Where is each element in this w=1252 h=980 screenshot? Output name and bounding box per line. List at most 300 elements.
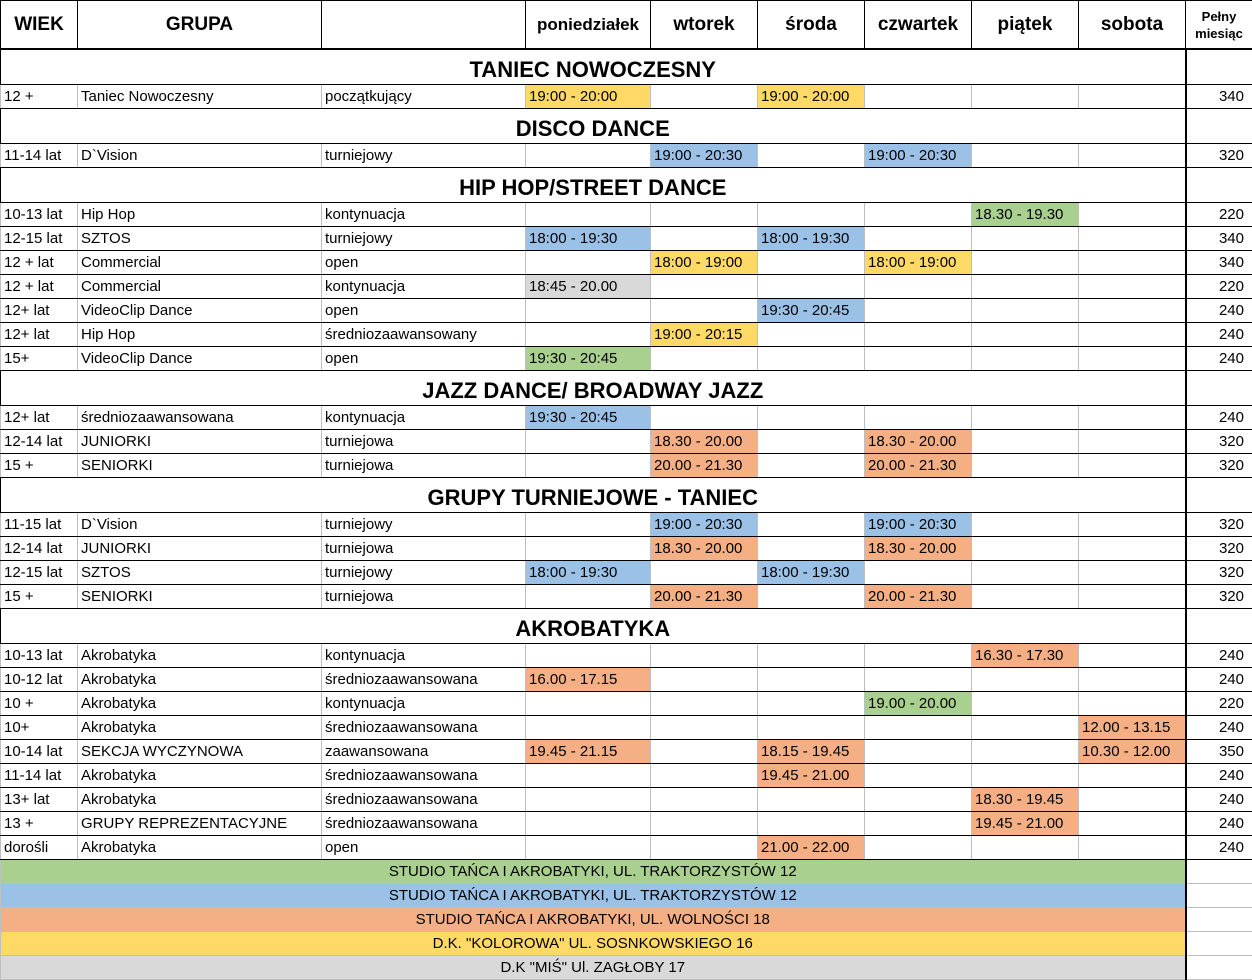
group-cell: Hip Hop — [78, 323, 322, 347]
group-cell: VideoClip Dance — [78, 347, 322, 371]
group-cell: SZTOS — [78, 227, 322, 251]
group-cell: GRUPY REPREZENTACYJNE — [78, 812, 322, 836]
time-slot-saturday — [1079, 585, 1186, 609]
time-slot-monday — [526, 454, 651, 478]
level-cell: turniejowa — [322, 537, 526, 561]
time-slot-thursday — [865, 323, 972, 347]
group-cell: Akrobatyka — [78, 764, 322, 788]
time-slot-thursday: 19:00 - 20:30 — [865, 513, 972, 537]
time-slot-tuesday — [651, 740, 758, 764]
time-slot-monday — [526, 836, 651, 860]
time-slot-saturday — [1079, 788, 1186, 812]
price-cell: 320 — [1186, 513, 1252, 537]
time-slot-saturday — [1079, 430, 1186, 454]
time-slot-thursday — [865, 203, 972, 227]
age-cell: 11-14 lat — [1, 144, 78, 168]
legend-location: STUDIO TAŃCA I AKROBATYKI, UL. TRAKTORZYSTÓW 12 — [1, 860, 1186, 884]
group-cell: Akrobatyka — [78, 836, 322, 860]
time-slot-monday: 19.45 - 21.15 — [526, 740, 651, 764]
time-slot-monday — [526, 692, 651, 716]
time-slot-friday: 18.30 - 19.45 — [972, 788, 1079, 812]
price-cell: 220 — [1186, 692, 1252, 716]
legend-location: D.K. "KOLOROWA" UL. SOSNKOWSKIEGO 16 — [1, 932, 1186, 956]
legend-empty-cell — [1186, 884, 1252, 908]
time-slot-friday — [972, 227, 1079, 251]
level-cell: kontynuacja — [322, 203, 526, 227]
section-price-cell — [1186, 109, 1252, 144]
time-slot-friday — [972, 692, 1079, 716]
time-slot-saturday — [1079, 203, 1186, 227]
group-cell: Commercial — [78, 275, 322, 299]
time-slot-tuesday: 18:00 - 19:00 — [651, 251, 758, 275]
time-slot-friday — [972, 323, 1079, 347]
level-cell: średniozaawansowana — [322, 668, 526, 692]
group-cell: SEKCJA WYCZYNOWA — [78, 740, 322, 764]
level-cell: turniejowy — [322, 561, 526, 585]
time-slot-tuesday — [651, 561, 758, 585]
price-cell: 340 — [1186, 227, 1252, 251]
time-slot-monday — [526, 585, 651, 609]
group-cell: Taniec Nowoczesny — [78, 85, 322, 109]
time-slot-saturday — [1079, 299, 1186, 323]
time-slot-saturday — [1079, 251, 1186, 275]
header-day-monday: poniedziałek — [526, 1, 651, 50]
time-slot-tuesday — [651, 275, 758, 299]
time-slot-friday — [972, 740, 1079, 764]
time-slot-thursday — [865, 812, 972, 836]
section-price-cell — [1186, 49, 1252, 85]
table-row — [1, 85, 1252, 109]
age-cell: 10+ — [1, 716, 78, 740]
section-header — [1, 609, 1252, 644]
level-cell: open — [322, 836, 526, 860]
section-title: JAZZ DANCE/ BROADWAY JAZZ — [1, 371, 1186, 406]
group-cell: SENIORKI — [78, 585, 322, 609]
legend-empty-cell — [1186, 956, 1252, 980]
time-slot-thursday — [865, 668, 972, 692]
time-slot-monday: 19:30 - 20:45 — [526, 406, 651, 430]
age-cell: 12-14 lat — [1, 537, 78, 561]
time-slot-thursday: 18:00 - 19:00 — [865, 251, 972, 275]
price-cell: 240 — [1186, 716, 1252, 740]
header-day-friday: piątek — [972, 1, 1079, 50]
time-slot-thursday: 20.00 - 21.30 — [865, 454, 972, 478]
table-row — [1, 513, 1252, 537]
table-row — [1, 561, 1252, 585]
level-cell: turniejowa — [322, 454, 526, 478]
section-title: GRUPY TURNIEJOWE - TANIEC — [1, 478, 1186, 513]
section-price-cell — [1186, 478, 1252, 513]
age-cell: 10-12 lat — [1, 668, 78, 692]
header-wiek: WIEK — [1, 1, 78, 50]
section-header — [1, 168, 1252, 203]
time-slot-wednesday — [758, 406, 865, 430]
table-row — [1, 251, 1252, 275]
table-row — [1, 203, 1252, 227]
table-row — [1, 299, 1252, 323]
table-row — [1, 323, 1252, 347]
time-slot-tuesday — [651, 764, 758, 788]
legend-empty-cell — [1186, 932, 1252, 956]
time-slot-monday: 16.00 - 17.15 — [526, 668, 651, 692]
table-row — [1, 764, 1252, 788]
time-slot-wednesday — [758, 668, 865, 692]
time-slot-tuesday — [651, 812, 758, 836]
time-slot-tuesday: 19:00 - 20:30 — [651, 144, 758, 168]
level-cell: zaawansowana — [322, 740, 526, 764]
time-slot-tuesday — [651, 299, 758, 323]
price-cell: 240 — [1186, 788, 1252, 812]
time-slot-saturday — [1079, 692, 1186, 716]
age-cell: 15+ — [1, 347, 78, 371]
time-slot-saturday — [1079, 812, 1186, 836]
time-slot-saturday — [1079, 454, 1186, 478]
time-slot-thursday: 19:00 - 20:30 — [865, 144, 972, 168]
time-slot-thursday — [865, 347, 972, 371]
time-slot-tuesday: 18.30 - 20.00 — [651, 537, 758, 561]
time-slot-friday — [972, 299, 1079, 323]
age-cell: dorośli — [1, 836, 78, 860]
header-row — [1, 1, 1252, 50]
section-price-cell — [1186, 609, 1252, 644]
level-cell: open — [322, 251, 526, 275]
time-slot-thursday — [865, 275, 972, 299]
time-slot-friday — [972, 406, 1079, 430]
time-slot-wednesday — [758, 812, 865, 836]
table-row — [1, 668, 1252, 692]
time-slot-tuesday: 19:00 - 20:30 — [651, 513, 758, 537]
legend-empty-cell — [1186, 860, 1252, 884]
level-cell: średniozaawansowana — [322, 764, 526, 788]
time-slot-wednesday — [758, 513, 865, 537]
time-slot-friday — [972, 347, 1079, 371]
age-cell: 13 + — [1, 812, 78, 836]
time-slot-thursday — [865, 561, 972, 585]
section-title: DISCO DANCE — [1, 109, 1186, 144]
time-slot-friday — [972, 764, 1079, 788]
time-slot-friday — [972, 836, 1079, 860]
time-slot-friday — [972, 430, 1079, 454]
table-row — [1, 454, 1252, 478]
legend-location: STUDIO TAŃCA I AKROBATYKI, UL. WOLNOŚCI 18 — [1, 908, 1186, 932]
group-cell: VideoClip Dance — [78, 299, 322, 323]
time-slot-thursday — [865, 740, 972, 764]
time-slot-saturday — [1079, 644, 1186, 668]
time-slot-monday: 18:00 - 19:30 — [526, 227, 651, 251]
price-cell: 220 — [1186, 275, 1252, 299]
time-slot-friday: 18.30 - 19.30 — [972, 203, 1079, 227]
group-cell: Commercial — [78, 251, 322, 275]
group-cell: SZTOS — [78, 561, 322, 585]
time-slot-wednesday — [758, 430, 865, 454]
time-slot-saturday — [1079, 406, 1186, 430]
time-slot-tuesday — [651, 788, 758, 812]
section-header — [1, 371, 1252, 406]
time-slot-monday — [526, 144, 651, 168]
time-slot-friday — [972, 585, 1079, 609]
time-slot-monday: 18:00 - 19:30 — [526, 561, 651, 585]
level-cell: kontynuacja — [322, 406, 526, 430]
age-cell: 10-13 lat — [1, 644, 78, 668]
price-cell: 320 — [1186, 144, 1252, 168]
age-cell: 10 + — [1, 692, 78, 716]
time-slot-saturday — [1079, 764, 1186, 788]
level-cell: kontynuacja — [322, 644, 526, 668]
time-slot-monday: 18:45 - 20.00 — [526, 275, 651, 299]
table-row — [1, 644, 1252, 668]
time-slot-friday — [972, 537, 1079, 561]
header-level — [322, 1, 526, 50]
level-cell: turniejowy — [322, 227, 526, 251]
group-cell: Akrobatyka — [78, 788, 322, 812]
time-slot-wednesday — [758, 788, 865, 812]
level-cell: początkujący — [322, 85, 526, 109]
price-cell: 320 — [1186, 454, 1252, 478]
table-row — [1, 347, 1252, 371]
group-cell: Akrobatyka — [78, 668, 322, 692]
time-slot-thursday — [865, 85, 972, 109]
time-slot-tuesday: 20.00 - 21.30 — [651, 454, 758, 478]
section-header — [1, 478, 1252, 513]
legend-row — [1, 956, 1252, 980]
table-row — [1, 144, 1252, 168]
time-slot-thursday — [865, 227, 972, 251]
age-cell: 12+ lat — [1, 299, 78, 323]
level-cell: średniozaawansowana — [322, 812, 526, 836]
age-cell: 12 + — [1, 85, 78, 109]
time-slot-friday: 16.30 - 17.30 — [972, 644, 1079, 668]
time-slot-thursday — [865, 836, 972, 860]
price-cell: 240 — [1186, 836, 1252, 860]
time-slot-saturday — [1079, 561, 1186, 585]
time-slot-wednesday: 18.15 - 19.45 — [758, 740, 865, 764]
time-slot-wednesday — [758, 585, 865, 609]
time-slot-wednesday — [758, 347, 865, 371]
section-title: AKROBATYKA — [1, 609, 1186, 644]
time-slot-monday — [526, 323, 651, 347]
time-slot-friday — [972, 716, 1079, 740]
age-cell: 10-14 lat — [1, 740, 78, 764]
price-cell: 240 — [1186, 299, 1252, 323]
time-slot-friday — [972, 513, 1079, 537]
group-cell: Akrobatyka — [78, 692, 322, 716]
time-slot-friday — [972, 561, 1079, 585]
age-cell: 11-14 lat — [1, 764, 78, 788]
time-slot-tuesday — [651, 692, 758, 716]
time-slot-tuesday — [651, 716, 758, 740]
time-slot-monday — [526, 430, 651, 454]
time-slot-saturday — [1079, 513, 1186, 537]
table-row — [1, 692, 1252, 716]
section-title: HIP HOP/STREET DANCE — [1, 168, 1186, 203]
header-grupa: GRUPA — [78, 1, 322, 50]
table-row — [1, 585, 1252, 609]
time-slot-wednesday — [758, 454, 865, 478]
time-slot-tuesday — [651, 644, 758, 668]
table-row — [1, 275, 1252, 299]
group-cell: Hip Hop — [78, 203, 322, 227]
age-cell: 11-15 lat — [1, 513, 78, 537]
time-slot-saturday — [1079, 144, 1186, 168]
time-slot-monday — [526, 812, 651, 836]
time-slot-thursday — [865, 406, 972, 430]
time-slot-monday — [526, 513, 651, 537]
time-slot-friday: 19.45 - 21.00 — [972, 812, 1079, 836]
level-cell: open — [322, 347, 526, 371]
time-slot-tuesday — [651, 347, 758, 371]
price-cell: 240 — [1186, 812, 1252, 836]
legend-row — [1, 932, 1252, 956]
time-slot-wednesday — [758, 644, 865, 668]
table-row — [1, 537, 1252, 561]
time-slot-wednesday — [758, 323, 865, 347]
level-cell: turniejowy — [322, 144, 526, 168]
price-cell: 240 — [1186, 323, 1252, 347]
price-cell: 320 — [1186, 561, 1252, 585]
table-row — [1, 406, 1252, 430]
time-slot-thursday — [865, 788, 972, 812]
group-cell: średniozaawansowana — [78, 406, 322, 430]
price-cell: 320 — [1186, 430, 1252, 454]
level-cell: turniejowy — [322, 513, 526, 537]
time-slot-monday — [526, 644, 651, 668]
section-header — [1, 49, 1252, 85]
price-cell: 240 — [1186, 406, 1252, 430]
level-cell: kontynuacja — [322, 692, 526, 716]
time-slot-friday — [972, 85, 1079, 109]
time-slot-wednesday: 18:00 - 19:30 — [758, 561, 865, 585]
time-slot-saturday — [1079, 323, 1186, 347]
age-cell: 10-13 lat — [1, 203, 78, 227]
time-slot-friday — [972, 251, 1079, 275]
header-full-month-line2: miesiąc — [1195, 26, 1243, 41]
legend-empty-cell — [1186, 908, 1252, 932]
time-slot-wednesday — [758, 716, 865, 740]
time-slot-tuesday — [651, 85, 758, 109]
time-slot-thursday — [865, 716, 972, 740]
time-slot-tuesday — [651, 836, 758, 860]
price-cell: 350 — [1186, 740, 1252, 764]
header-day-wednesday: środa — [758, 1, 865, 50]
age-cell: 15 + — [1, 585, 78, 609]
time-slot-thursday — [865, 644, 972, 668]
table-row — [1, 836, 1252, 860]
time-slot-wednesday — [758, 692, 865, 716]
group-cell: Akrobatyka — [78, 716, 322, 740]
time-slot-wednesday — [758, 251, 865, 275]
legend-location: STUDIO TAŃCA I AKROBATYKI, UL. TRAKTORZYSTÓW 12 — [1, 884, 1186, 908]
time-slot-monday — [526, 299, 651, 323]
age-cell: 15 + — [1, 454, 78, 478]
age-cell: 12-15 lat — [1, 561, 78, 585]
time-slot-wednesday: 18:00 - 19:30 — [758, 227, 865, 251]
time-slot-wednesday: 19:00 - 20:00 — [758, 85, 865, 109]
price-cell: 320 — [1186, 537, 1252, 561]
time-slot-monday — [526, 716, 651, 740]
level-cell: turniejowa — [322, 585, 526, 609]
time-slot-saturday — [1079, 85, 1186, 109]
time-slot-wednesday — [758, 275, 865, 299]
group-cell: JUNIORKI — [78, 537, 322, 561]
age-cell: 12 + lat — [1, 251, 78, 275]
time-slot-wednesday: 19:30 - 20:45 — [758, 299, 865, 323]
age-cell: 12-15 lat — [1, 227, 78, 251]
legend-row — [1, 908, 1252, 932]
group-cell: D`Vision — [78, 513, 322, 537]
price-cell: 220 — [1186, 203, 1252, 227]
header-day-tuesday: wtorek — [651, 1, 758, 50]
level-cell: turniejowa — [322, 430, 526, 454]
age-cell: 12-14 lat — [1, 430, 78, 454]
time-slot-wednesday — [758, 203, 865, 227]
age-cell: 13+ lat — [1, 788, 78, 812]
time-slot-saturday — [1079, 668, 1186, 692]
time-slot-wednesday: 19.45 - 21.00 — [758, 764, 865, 788]
time-slot-friday — [972, 275, 1079, 299]
table-row — [1, 430, 1252, 454]
table-row — [1, 740, 1252, 764]
header-full-month — [1186, 1, 1252, 50]
group-cell: JUNIORKI — [78, 430, 322, 454]
legend-row — [1, 860, 1252, 884]
time-slot-saturday — [1079, 275, 1186, 299]
group-cell: D`Vision — [78, 144, 322, 168]
legend-row — [1, 884, 1252, 908]
time-slot-wednesday — [758, 537, 865, 561]
time-slot-thursday: 19.00 - 20.00 — [865, 692, 972, 716]
time-slot-tuesday — [651, 203, 758, 227]
time-slot-saturday — [1079, 347, 1186, 371]
time-slot-friday — [972, 668, 1079, 692]
time-slot-tuesday: 19:00 - 20:15 — [651, 323, 758, 347]
time-slot-wednesday: 21.00 - 22.00 — [758, 836, 865, 860]
time-slot-saturday: 12.00 - 13.15 — [1079, 716, 1186, 740]
level-cell: kontynuacja — [322, 275, 526, 299]
time-slot-friday — [972, 144, 1079, 168]
time-slot-saturday: 10.30 - 12.00 — [1079, 740, 1186, 764]
time-slot-thursday — [865, 764, 972, 788]
price-cell: 340 — [1186, 85, 1252, 109]
section-title: TANIEC NOWOCZESNY — [1, 49, 1186, 85]
price-cell: 320 — [1186, 585, 1252, 609]
section-price-cell — [1186, 371, 1252, 406]
time-slot-wednesday — [758, 144, 865, 168]
section-header — [1, 109, 1252, 144]
group-cell: Akrobatyka — [78, 644, 322, 668]
time-slot-saturday — [1079, 537, 1186, 561]
header-day-saturday: sobota — [1079, 1, 1186, 50]
time-slot-tuesday — [651, 668, 758, 692]
table-row — [1, 716, 1252, 740]
price-cell: 240 — [1186, 764, 1252, 788]
level-cell: średniozaawansowana — [322, 788, 526, 812]
level-cell: średniozaawansowany — [322, 323, 526, 347]
age-cell: 12 + lat — [1, 275, 78, 299]
section-price-cell — [1186, 168, 1252, 203]
level-cell: średniozaawansowana — [322, 716, 526, 740]
time-slot-monday: 19:00 - 20:00 — [526, 85, 651, 109]
table-row — [1, 227, 1252, 251]
time-slot-thursday — [865, 299, 972, 323]
level-cell: open — [322, 299, 526, 323]
age-cell: 12+ lat — [1, 406, 78, 430]
time-slot-monday — [526, 537, 651, 561]
time-slot-tuesday — [651, 406, 758, 430]
legend-location: D.K "MIŚ" Ul. ZAGŁOBY 17 — [1, 956, 1186, 980]
age-cell: 12+ lat — [1, 323, 78, 347]
header-full-month-line1: Pełny — [1202, 9, 1237, 24]
time-slot-thursday: 18.30 - 20.00 — [865, 430, 972, 454]
